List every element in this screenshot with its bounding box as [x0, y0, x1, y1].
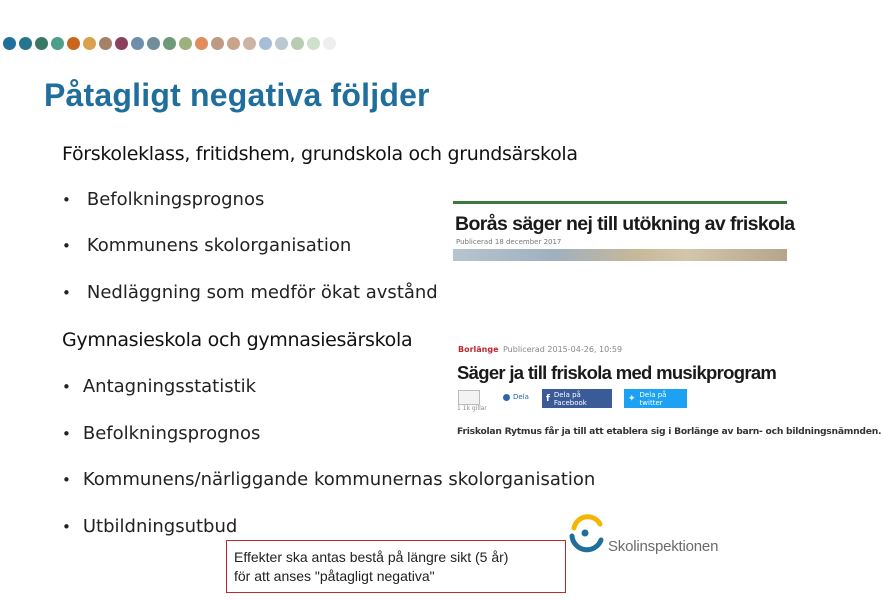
share-icon [503, 394, 510, 401]
decorative-dot [163, 37, 176, 50]
bullet-mark: • [62, 236, 71, 255]
share-label: Dela [513, 393, 529, 401]
clip-lead: Friskolan Rytmus får ja till att etablera sig i Borlänge av barn- och bildningsnämnden. [457, 426, 881, 437]
bullet-mark: • [62, 470, 71, 489]
note-box [226, 540, 566, 593]
news-clip-boras [453, 201, 795, 261]
decorative-dot [67, 37, 80, 50]
like-count: 1 1k gillar [457, 405, 487, 412]
decorative-dot [323, 37, 336, 50]
decorative-dot [275, 37, 288, 50]
decorative-dot [19, 37, 32, 50]
decorative-dot [227, 37, 240, 50]
decorative-dot [211, 37, 224, 50]
clip-byline: Publicerad 18 december 2017 [456, 238, 562, 246]
decorative-dot [3, 37, 16, 50]
decorative-dot [35, 37, 48, 50]
decorative-dot [195, 37, 208, 50]
bullet-mark: • [62, 190, 71, 209]
clip-headline: Säger ja till friskola med musikprogram [457, 362, 777, 383]
section2-heading: Gymnasieskola och gymnasiesärskola [62, 329, 413, 351]
decorative-dot [83, 37, 96, 50]
decorative-dot [115, 37, 128, 50]
decorative-dot [147, 37, 160, 50]
decorative-dot [99, 37, 112, 50]
clip-accent-line [453, 201, 787, 204]
bullet-text: Befolkningsprognos [86, 189, 265, 210]
share-link [503, 393, 529, 401]
section1-bullet-2 [62, 235, 351, 256]
bullet-text: Utbildningsutbud [82, 516, 238, 537]
clip-photo [453, 249, 787, 261]
bullet-text: Kommunens/närliggande kommunernas skolorganisation [82, 469, 596, 490]
facebook-label: Dela på Facebook [553, 390, 587, 407]
bullet-text: Kommunens skolorganisation [86, 235, 352, 256]
note-line-1: Effekter ska antas bestå på längre sikt (5 år) [234, 549, 509, 565]
decorative-dot-row [3, 37, 336, 50]
decorative-dot [291, 37, 304, 50]
twitter-label: Dela på twitter [639, 390, 667, 407]
slide-title: Påtagligt negativa följder [44, 77, 430, 113]
logo-mark-icon [570, 514, 610, 554]
like-button-icon [458, 390, 480, 405]
clip-headline: Borås säger nej till utökning av friskola [455, 213, 795, 235]
skolinspektionen-logo [570, 514, 740, 554]
note-line-2: för att anses "påtagligt negativa" [234, 568, 435, 584]
section2-bullet-3 [62, 469, 595, 490]
section1-bullet-3 [62, 282, 438, 303]
bullet-mark: • [62, 517, 71, 536]
bullet-mark: • [62, 283, 71, 302]
facebook-icon: f [546, 393, 550, 404]
bullet-text: Befolkningsprognos [82, 423, 261, 444]
twitter-icon: ✦ [628, 393, 636, 404]
section1-heading: Förskoleklass, fritidshem, grundskola och grundsärskola [62, 143, 578, 165]
clip-section-label: Borlänge [458, 345, 499, 354]
decorative-dot [243, 37, 256, 50]
section2-bullet-1 [62, 376, 256, 397]
bullet-text: Nedläggning som medför ökat avstånd [86, 282, 438, 303]
news-clip-borlange [454, 342, 881, 440]
decorative-dot [259, 37, 272, 50]
decorative-dot [131, 37, 144, 50]
clip-published: Publicerad 2015-04-26, 10:59 [503, 345, 623, 354]
section2-bullet-2 [62, 423, 260, 444]
logo-wordmark: Skolinspektionen [608, 538, 719, 555]
decorative-dot [179, 37, 192, 50]
bullet-text: Antagningsstatistik [82, 376, 257, 397]
decorative-dot [51, 37, 64, 50]
bullet-mark: • [62, 377, 71, 396]
twitter-share-button [624, 389, 687, 408]
decorative-dot [307, 37, 320, 50]
facebook-share-button [542, 389, 612, 408]
section1-bullet-1 [62, 189, 264, 210]
section2-bullet-4 [62, 516, 237, 537]
bullet-mark: • [62, 424, 71, 443]
